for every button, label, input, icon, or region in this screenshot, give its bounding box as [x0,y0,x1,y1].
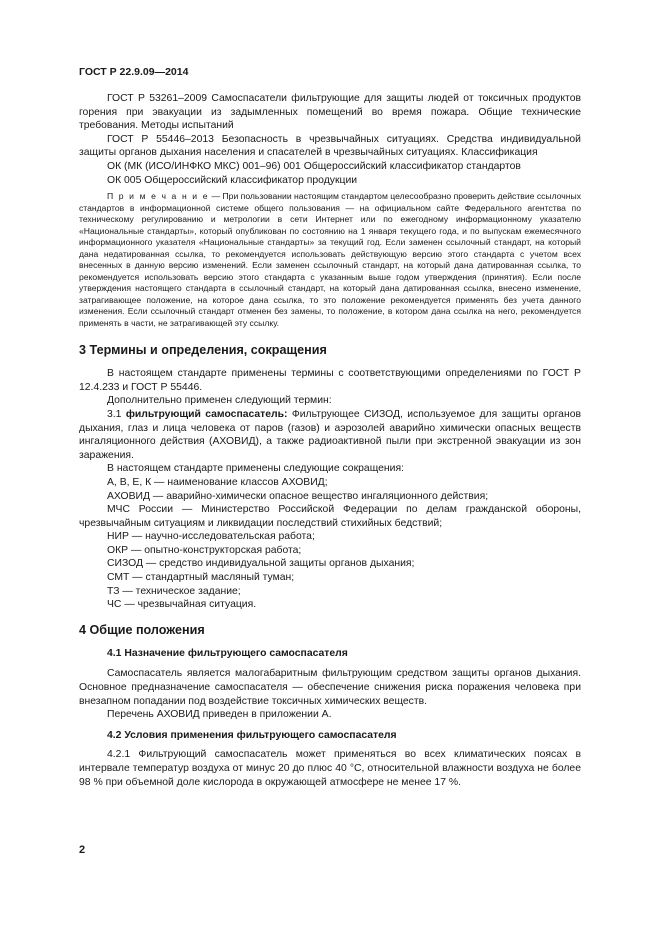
section-3-intro: В настоящем стандарте применены термины с соответствующими определениями по ГОСТ Р 12.4.233 и ГОСТ Р 55446. [79,368,581,393]
abbreviation-item: ЧС — чрезвычайная ситуация. [107,599,257,611]
abbreviation-item: НИР — научно-исследовательская работа; [107,531,315,543]
abbreviation-item: А, В, Е, К — наименование классов АХОВИД; [107,476,328,488]
abbreviation-item: ОКР — опытно-конструкторская работа; [107,544,302,556]
note-label: П р и м е ч а н и е [107,191,210,202]
term-number: 3.1 [107,408,126,420]
reference-ok-001: ОК (МК (ИСО/ИНФКО МКС) 001–96) 001 Общероссийский классификатор стандартов [107,160,521,172]
section-3-additional: Дополнительно применен следующий термин: [107,395,332,407]
abbreviation-item: СМТ — стандартный масляный туман; [107,572,295,584]
abbreviation-item: МЧС России — Министерство Российской Федерации по делам гражданской обороны, чрезвычайным ситуациям и ликвидации последствий стихийных бедствий; [79,504,581,529]
page-number: 2 [79,844,86,856]
note-text: — При пользовании настоящим стандартом целесообразно проверить действие ссылочных стандартов в информационной системе общего пользования — на официальном сайте Федерального агентства по техническому регулированию и метрологии в сети Интернет или по ежегодному информационному указателю «Национальные стандарты», который опубликован по состоянию на 1 января текущего года, и по выпускам ежемесячного информационного указателя «Национальные стандарты» за текущий год. Если заменен ссылочный стандарт, на который дана недатированная ссылка, то рекомендуется использовать действующую версию этого стандарта с учетом всех внесенных в данную версию изменений. Если заменен ссылочный стандарт, на который дана датированная ссылка, то рекомендуется использовать версию этого стандарта с указанным выше годом утверждения (принятия). Если после утверждения настоящего стандарта в ссылочный стандарт, на который дана датированная ссылка, внесено изменение, затрагивающее положение, на которое дана ссылка, то это положение рекомендуется применять без учета данного изменения. Если ссылочный стандарт отменен без замены, то положение, в котором дана ссылка на него, рекомендуется применять в части, не затрагивающей эту ссылку. [79,191,582,328]
section-4-title: 4 Общие положения [79,622,205,637]
reference-gost-53261: ГОСТ Р 53261–2009 Самоспасатели фильтрующие для защиты людей от токсичных продуктов горения при эвакуации из задымленных помещений во время пожара. Общие технические требования. Методы испытаний [79,93,581,132]
subsection-4-1-title: 4.1 Назначение фильтрующего самоспасателя [107,647,348,659]
term-definition-text: Фильтрующее СИЗОД, используемое для защиты органов дыхания, глаз и лица человека от паров (газов) и аэрозолей аварийно химически опасных веществ ингаляционного действия (АХОВИД), а также радиоактивной пыли при экстренной эвакуации из зон заражения. [79,408,581,461]
note-paragraph [79,191,581,329]
subsection-4-1-paragraph: Самоспасатель является малогабаритным фильтрующим средством защиты органов дыхания. Основное предназначение самоспасателя — обеспечение снижения риска поражения человека при внезапном попадании под воздействие токсичных химических веществ. [79,668,581,707]
subsection-4-2-title: 4.2 Условия применения фильтрующего самоспасателя [107,729,397,741]
subsection-4-1-reference: Перечень АХОВИД приведен в приложении А. [107,709,332,721]
term-name: фильтрующий самоспасатель: [125,408,288,420]
reference-ok-005: ОК 005 Общероссийский классификатор продукции [107,174,358,186]
page-content [79,92,581,789]
section-3-title: 3 Термины и определения, сокращения [79,343,327,358]
abbreviations-intro: В настоящем стандарте применены следующие сокращения: [107,463,404,475]
abbreviation-item: АХОВИД — аварийно-химически опасное вещество ингаляционного действия; [107,490,489,502]
abbreviation-item: ТЗ — техническое задание; [107,585,241,597]
document-header: ГОСТ Р 22.9.09—2014 [79,66,189,78]
term-definition [79,408,581,462]
abbreviation-item: СИЗОД — средство индивидуальной защиты органов дыхания; [107,558,415,570]
reference-gost-55446: ГОСТ Р 55446–2013 Безопасность в чрезвычайных ситуациях. Средства индивидуальной защиты органов дыхания населения и спасателей в чрезвычайных ситуациях. Классификация [79,133,581,159]
subsection-4-2-1-paragraph: 4.2.1 Фильтрующий самоспасатель может применяться во всех климатических поясах в интервале температур воздуха от минус 20 до плюс 40 °С, относительной влажности воздуха не более 98 % при объемной доле кислорода в окружающей атмосфере не менее 17 %. [79,749,581,788]
